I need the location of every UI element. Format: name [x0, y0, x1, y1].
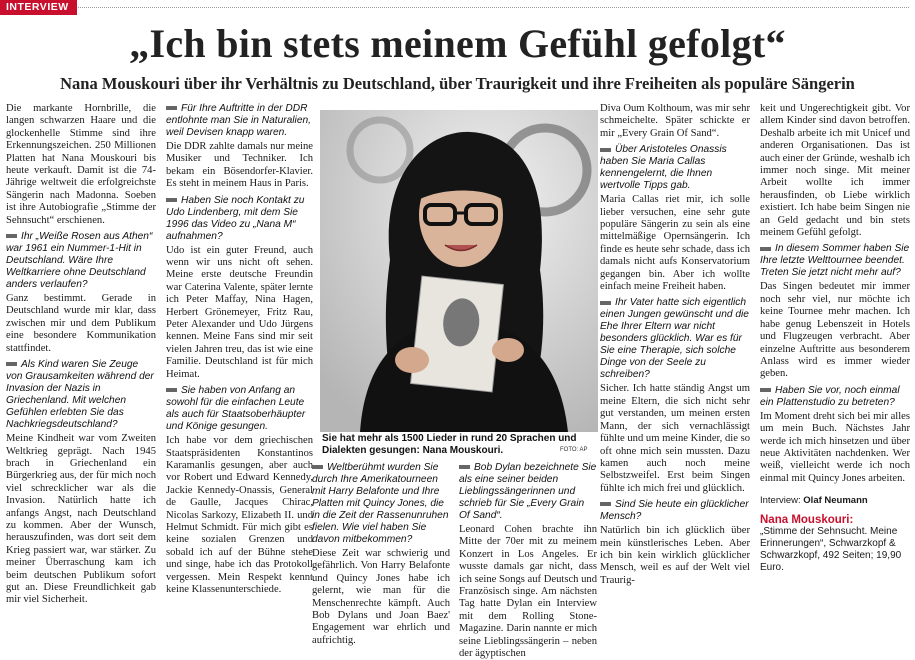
article-column-5 — [760, 103, 910, 659]
answer: Maria Callas riet mir, ich solle lieber versuchen, eine sehr gute populäre Sängerin zu sein als eine mittelmäßige Opernsängerin. Ich finde es heute sehr schade, dass ich damals nicht aufs Konservatorium gegangen bin. Aber ich wollte einfach meine Freiheit haben. — [600, 194, 750, 293]
answer: Diese Zeit war schwierig und gefährlich. Von Harry Belafonte und Quincy Jones habe ich gelernt, wie man für die Menschenrechte kämpft. Auch Bob Dylans und Joan Baez' Engagement war ehrlich und aufrichtig. — [312, 548, 450, 646]
article-column-4 — [600, 103, 750, 659]
headline: „Ich bin stets meinem Gefühl gefolgt“ — [129, 21, 786, 66]
answer: Die DDR zahlte damals nur meine Musiker und Techniker. Ich bekam ein Bösendorfer-Klavier. Es steht in meinem Haus in Paris. — [166, 141, 313, 190]
section-divider — [78, 7, 909, 8]
answer: Udo ist ein guter Freund, auch wenn wir uns nicht oft sehen. Meine erste deutsche Freundin war Caterina Valente, später lernte ich Peter Maffay, Nina Hagen, Herbert Grönemeyer, Fritz Rau, Peter Alexander und Udo Jürgens kennen. Meine Fans sind mir seit vielen Jahren treu, das ist wie eine Familie. Deutschland ist für mich Heimat. — [166, 244, 313, 380]
book-info: „Stimme der Sehnsucht. Meine Erinnerungen“, Schwarzkopf & Schwarzkopf, 492 Seiten; 19,90 Euro. — [760, 525, 902, 573]
answer: Meine Kindheit war vom Zweiten Weltkrieg geprägt. Nach 1945 brach in Griechenland ein Bürgerkrieg aus, der für mich noch viel schrecklicher war als die Invasion. Natürlich hatte ich anfangs Angst, nach Deutschland zu kommen. Aber der Wunsch, herauszufinden, was dort seit dem Krieg passiert war, war stärker. Zu meiner Überraschung kam ich beim deutschen Publikum sofort gut an. Diese Freundlichkeit gab mir viel Sicherheit. — [6, 433, 156, 606]
answer: Das Singen bedeutet mir immer noch sehr viel, nur möchte ich keine Tournee mehr machen. Ich habe genug Lebenszeit in Hotels und Flugzeugen verbracht. Aber einzelne Auftritte aus besonderem Anlass wird es immer wieder geben. — [760, 281, 910, 380]
question: Haben Sie vor, noch einmal ein Plattenstudio zu betreten? — [760, 385, 910, 409]
section-tag: INTERVIEW — [0, 0, 77, 15]
photo-credit: FOTO: AP — [560, 447, 588, 453]
answer: Im Moment dreht sich bei mir alles um mein Buch. Nächstes Jahr werde ich mich hinsetzen und über neue Aktivitäten nachdenken. Wer weiß, vielleicht werde ich noch einmal mit Quincy Jones arbeiten. — [760, 410, 910, 484]
question: Über Aristoteles Onassis haben Sie Maria Callas kennengelernt, die Ihnen wertvolle Tipps gab. — [600, 144, 750, 192]
answer: Natürlich bin ich glücklich über mein künstlerisches Leben. Aber ich bin kein wirklich glücklicher Mensch, weil es auf der Welt viel Traurig- — [600, 525, 750, 586]
photo-caption: Sie hat mehr als 1500 Lieder in rund 20 Sprachen und Dialekten gesungen: Nana Mouskouri. — [322, 433, 577, 456]
question: Als Kind waren Sie Zeuge von Grausamkeiten während der Invasion der Nazis in Griechenland. Mit welchen Gefühlen erlebten Sie das Nachkriegsdeutschland? — [6, 359, 156, 431]
question: Sie haben von Anfang an sowohl für die einfachen Leute als auch für Staatsoberhäupter und Könige gesungen. — [166, 385, 313, 433]
answer-continued: Diva Oum Kolthoum, was mir sehr schmeichelte. Später schickte er mir „Every Grain Of Sand“. — [600, 103, 750, 139]
answer-continued: keit und Ungerechtigkeit gibt. Vor allem Kinder sind davon betroffen. Deshalb arbeite ich mit Unicef und anderen Organisationen. Das ist auch einer der Gründe, weshalb ich immer noch singe. Mit meiner Arbeit wollte ich immer herausfinden, ob Liebe wirklich existiert. Ich habe beim Singen nie an Geld gedacht und bin stets meinem Gefühl gefolgt. — [760, 103, 910, 239]
answer: Ganz bestimmt. Gerade in Deutschland wurde mir klar, dass zwischen mir und dem Publikum eine besondere Kommunikation stattfindet. — [6, 293, 156, 354]
book-title: Nana Mouskouri: — [760, 513, 854, 526]
question: Ihr „Weiße Rosen aus Athen“ war 1961 ein Nummer-1-Hit in Deutschland. Wäre Ihre Weltkarriere ohne Deutschland anders verlaufen? — [6, 231, 156, 291]
intro-paragraph: Die markante Hornbrille, die langen schwarzen Haare und die glockenhelle Stimme sind ihre Erkennungszeichen. 250 Millionen Platten hat Nana Mouskouri bis heute verkauft. Damit ist die 74-Jährige weltweit die erfolgreichste Sängerin nach Madonna. Soeben ist ihre Autobiografie „Stimme der Sehnsucht“ erschienen. — [6, 103, 156, 226]
article-column-3a — [312, 462, 450, 648]
interviewer-name: Olaf Neumann — [803, 495, 868, 507]
interviewer-label: Interview: — [760, 495, 801, 507]
subheadline: Nana Mouskouri über ihr Verhältnis zu Deutschland, über Traurigkeit und ihre Freiheiten als populäre Sängerin — [60, 74, 855, 93]
question: Ihr Vater hatte sich eigentlich einen Jungen gewünscht und die Ehe Ihrer Eltern war nicht besonders glücklich. War es für Sie eine Therapie, sich solche Dinge von der Seele zu schreiben? — [600, 297, 749, 381]
article-column-2 — [166, 103, 313, 659]
article-column-1 — [6, 103, 156, 659]
answer: Ich habe vor dem griechischen Staatspräsidenten Konstantinos Karamanlis gesungen, aber auch vor Robert und Edward Kennedy, Jackie Kennedy-Onassis, General de Gaulle, Jacques Chirac, Nicolas Sarkozy, Elizabeth II. und Helmut Schmidt. Für mich gibt es keine sozialen Grenzen und sobald ich auf der Bühne stehe und singe, habe ich das Protokoll vergessen. Mein Respekt kennt keine Klassenunterschiede. — [166, 435, 313, 595]
portrait-photo — [320, 110, 598, 432]
question: Haben Sie noch Kontakt zu Udo Lindenberg, mit dem Sie 1996 das Video zu „Nana M“ aufnahmen? — [166, 195, 313, 243]
answer: Leonard Cohen brachte ihn Mitte der 70er mit zu meinem Konzert in Los Angeles. Er wusste damals gar nicht, dass ich seine Songs auf Deutsch und Französisch singe. Am nächsten Tag hatte Dylan ein Interview mit dem Rolling Stone-Magazine. Darin nannte er mich seine Lieblingssängerin – neben der ägyptischen — [459, 524, 597, 659]
question: Weltberühmt wurden Sie durch Ihre Amerikatourneen mit Harry Belafonte und Ihre Platten mit Quincy Jones, die in die Zeit der Rassenunruhen fielen. Wie viel haben Sie davon mitbekommen? — [312, 462, 449, 545]
question: Sind Sie heute ein glücklicher Mensch? — [600, 499, 749, 523]
question: Bob Dylan bezeichnete Sie als eine seiner beiden Lieblingssängerinnen und schrieb für Sie „Every Grain Of Sand“. — [459, 462, 597, 521]
interviewer-credit — [760, 495, 910, 507]
question: Für Ihre Auftritte in der DDR entlohnte man Sie in Naturalien, weil Devisen knapp waren. — [166, 103, 313, 139]
article-column-3 — [312, 462, 597, 659]
article-column-3b — [459, 462, 597, 659]
portrait-illustration — [320, 110, 598, 432]
answer: Sicher. Ich hatte ständig Angst um meine Eltern, die sich nicht sehr gut verstanden, um meinen ersten Mann, der sich vernachlässigt fühlte und um meine Kinder, die so oft ohne mich sein mussten. Dazu kamen auch noch meine Selbstzweifel. Erst beim Singen fühlte ich mich frei und glücklich. — [600, 383, 750, 494]
question: In diesem Sommer haben Sie Ihre letzte Welttournee beendet. Treten Sie jetzt nicht mehr auf? — [760, 243, 910, 279]
